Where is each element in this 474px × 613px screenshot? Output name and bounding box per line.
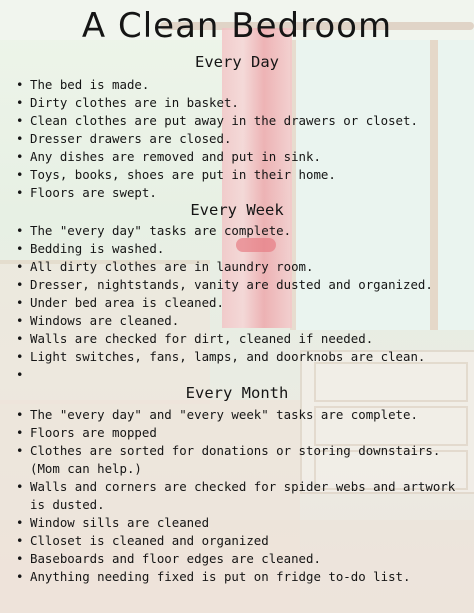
list-item: • The bed is made. bbox=[8, 76, 468, 94]
list-item: • Floors are swept. bbox=[8, 184, 468, 202]
list-item: • Clloset is cleaned and organized bbox=[8, 532, 468, 550]
list-item: • Window sills are cleaned bbox=[8, 514, 468, 532]
list-item: • Anything needing fixed is put on fridge to-do list. bbox=[8, 568, 468, 586]
section-heading-every-day: Every Day bbox=[195, 53, 279, 71]
list-item: • Windows are cleaned. bbox=[8, 312, 468, 330]
section-heading-every-month: Every Month bbox=[185, 384, 289, 402]
page-title: A Clean Bedroom bbox=[81, 6, 393, 46]
list-item: • Walls are checked for dirt, cleaned if needed. bbox=[8, 330, 468, 348]
list-item: • Toys, books, shoes are put in their home. bbox=[8, 166, 468, 184]
list-item: • Walls and corners are checked for spider webs and artwork is dusted. bbox=[8, 478, 468, 514]
list-item: • Any dishes are removed and put in sink. bbox=[8, 148, 468, 166]
list-item: • Dresser, nightstands, vanity are dusted and organized. bbox=[8, 276, 468, 294]
list-item: • Light switches, fans, lamps, and doorknobs are clean. bbox=[8, 348, 468, 366]
every-month-list bbox=[8, 406, 468, 586]
list-item: • The "every day" and "every week" tasks are complete. bbox=[8, 406, 468, 424]
section-heading-every-week: Every Week bbox=[190, 201, 284, 219]
list-item: • Under bed area is cleaned. bbox=[8, 294, 468, 312]
list-item: • Clean clothes are put away in the drawers or closet. bbox=[8, 112, 468, 130]
list-item: • Floors are mopped bbox=[8, 424, 468, 442]
list-item: • Dirty clothes are in basket. bbox=[8, 94, 468, 112]
every-day-list bbox=[8, 76, 468, 202]
list-item: • Bedding is washed. bbox=[8, 240, 468, 258]
list-item: • Dresser drawers are closed. bbox=[8, 130, 468, 148]
list-item: • Clothes are sorted for donations or storing downstairs. (Mom can help.) bbox=[8, 442, 468, 478]
list-item: • The "every day" tasks are complete. bbox=[8, 222, 468, 240]
list-item: • Baseboards and floor edges are cleaned. bbox=[8, 550, 468, 568]
list-item: • All dirty clothes are in laundry room. bbox=[8, 258, 468, 276]
every-week-list bbox=[8, 222, 468, 366]
